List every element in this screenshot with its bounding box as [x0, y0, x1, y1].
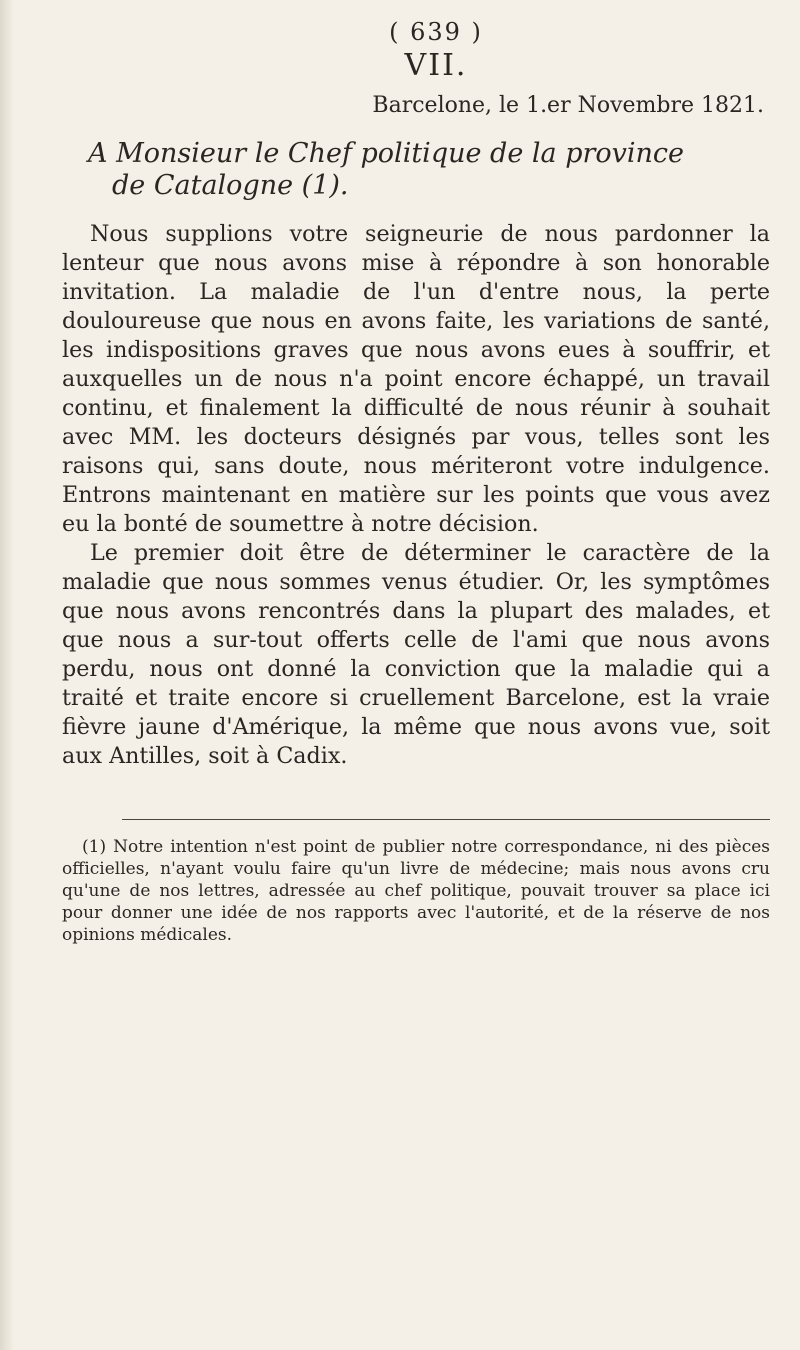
page-content	[62, 18, 770, 946]
dateline: Barcelone, le 1.er Novembre 1821.	[372, 93, 764, 118]
address-line-1: A Monsieur le Chef politique de la province	[88, 138, 685, 169]
footnote: (1) Notre intention n'est point de publier notre correspondance, ni des pièces officielles, n'ayant voulu faire qu'un livre de médecine; mais nous avons cru qu'une de nos lettres, adressée au chef politique, pouvait trouver sa place ici pour donner une idée de nos rapports avec l'autorité, et de la réserve de nos opinions médicales.	[62, 837, 770, 945]
page-number: ( 639 )	[389, 18, 483, 46]
letter-address	[62, 138, 770, 202]
body-paragraph-1: Nous supplions votre seigneurie de nous pardonner la lenteur que nous avons mise à répondre à son honorable invitation. La maladie de l'un d'entre nous, la perte douloureuse que nous en avons faite, les variations de santé, les indispositions graves que nous avons eues à souffrir, et auxquelles un de nous n'a point encore échappé, un travail continu, et finalement la difficulté de nous réunir à souhait avec MM. les docteurs désignés par vous, telles sont les raisons qui, sans doute, nous mériteront votre indulgence. Entrons maintenant en matière sur les points que vous avez eu la bonté de soumettre à notre décision.	[62, 221, 770, 537]
address-line-2: de Catalogne (1).	[112, 170, 349, 201]
section-number: VII.	[404, 48, 468, 83]
body-paragraph-2: Le premier doit être de déterminer le caractère de la maladie que nous sommes venus étudier. Or, les symptômes que nous avons rencontrés dans la plupart des malades, et que nous a sur-tout offerts celle de l'ami que nous avons perdu, nous ont donné la conviction que la maladie qui a traité et traite encore si cruellement Barcelone, est la vraie fièvre jaune d'Amérique, la même que nous avons vue, soit aux Antilles, soit à Cadix.	[62, 540, 770, 769]
footnote-separator	[122, 819, 770, 820]
page-binding-shadow	[0, 0, 14, 1350]
